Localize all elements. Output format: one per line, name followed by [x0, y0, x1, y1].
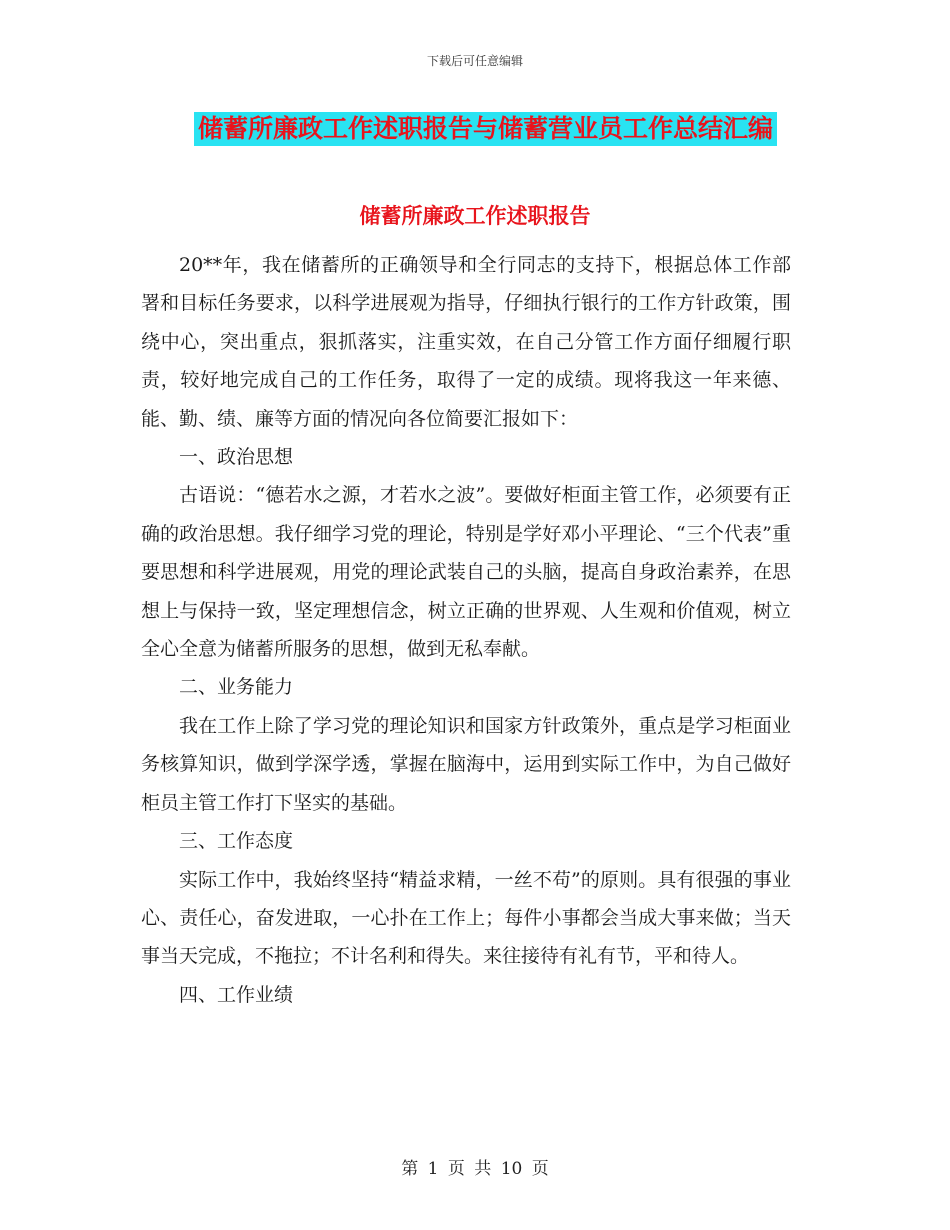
paragraph-political-thought: 古语说：“德若水之源，才若水之波”。要做好柜面主管工作，必须要有正确的政治思想。我仔细学习党的理论，特别是学好邓小平理论、“三个代表”重要思想和科学进展观，用党的理论武装自己的头脑，提高自身政治素养，在思想上与保持一致，坚定理想信念，树立正确的世界观、人生观和价值观，树立全心全意为储蓄所服务的思想，做到无私奉献。	[141, 484, 791, 661]
page-header-note: 下载后可任意编辑	[426, 54, 523, 68]
paragraph-intro: 20**年，我在储蓄所的正确领导和全行同志的支持下，根据总体工作部署和目标任务要求，以科学进展观为指导，仔细执行银行的工作方针政策，围绕中心，突出重点，狠抓落实，注重实效，在自己分管工作方面仔细履行职责，较好地完成自己的工作任务，取得了一定的成绩。现将我这一年来德、能、勤、绩、廉等方面的情况向各位简要汇报如下：	[141, 254, 791, 430]
section-title: 储蓄所廉政工作述职报告	[359, 204, 591, 228]
page-number-footer: 第 1 页 共 10 页	[401, 1159, 549, 1179]
heading-business-ability: 二、业务能力	[179, 676, 294, 699]
document-body	[141, 246, 791, 1014]
heading-work-attitude: 三、工作态度	[179, 830, 294, 853]
document-title: 储蓄所廉政工作述职报告与储蓄营业员工作总结汇编	[198, 114, 774, 143]
document-title-highlight	[194, 112, 777, 146]
paragraph-work-attitude: 实际工作中，我始终坚持“精益求精，一丝不苟”的原则。具有很强的事业心、责任心，奋发进取，一心扑在工作上；每件小事都会当成大事来做；当天事当天完成，不拖拉；不计名利和得失。来往接待有礼有节，平和待人。	[141, 868, 791, 968]
heading-work-performance: 四、工作业绩	[179, 983, 294, 1006]
paragraph-business-ability: 我在工作上除了学习党的理论知识和国家方针政策外，重点是学习柜面业务核算知识，做到学深学透，掌握在脑海中，运用到实际工作中，为自己做好柜员主管工作打下坚实的基础。	[141, 714, 791, 814]
heading-political-thought: 一、政治思想	[179, 446, 294, 469]
